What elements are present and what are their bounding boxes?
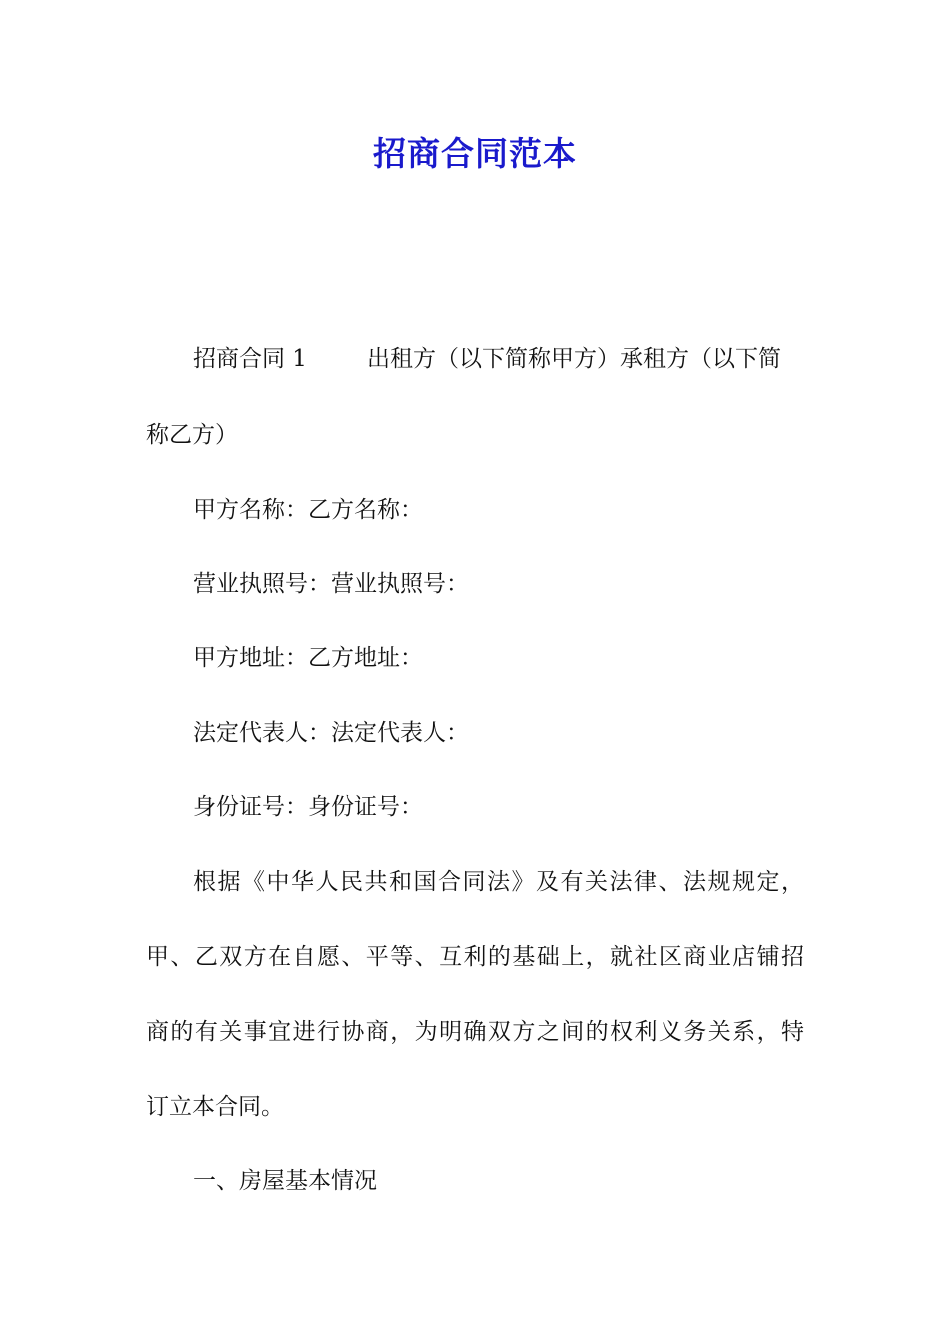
contract-label: 招商合同 1 bbox=[193, 346, 307, 372]
section-heading: 一、房屋基本情况 bbox=[193, 1168, 377, 1194]
field-id-number: 身份证号：身份证号： bbox=[193, 794, 423, 820]
field-party-names: 甲方名称：乙方名称： bbox=[193, 497, 423, 523]
field-business-license: 营业执照号：营业执照号： bbox=[193, 571, 469, 597]
paragraph-line-2: 甲、乙双方在自愿、平等、互利的基础上，就社区商业店铺招 bbox=[146, 944, 804, 970]
paragraph-line-3: 商的有关事宜进行协商，为明确双方之间的权利义务关系，特 bbox=[146, 1019, 804, 1045]
parties-intro: 出租方（以下简称甲方）承租方（以下简 bbox=[366, 346, 781, 372]
field-legal-representative: 法定代表人：法定代表人： bbox=[193, 720, 469, 746]
document-title: 招商合同范本 bbox=[373, 134, 577, 173]
intro-line-continued: 称乙方） bbox=[146, 422, 238, 448]
paragraph-line-4: 订立本合同。 bbox=[146, 1094, 284, 1120]
paragraph-line-1: 根据《中华人民共和国合同法》及有关法律、法规规定， bbox=[193, 869, 804, 895]
field-address: 甲方地址：乙方地址： bbox=[193, 645, 423, 671]
intro-line bbox=[193, 344, 781, 374]
